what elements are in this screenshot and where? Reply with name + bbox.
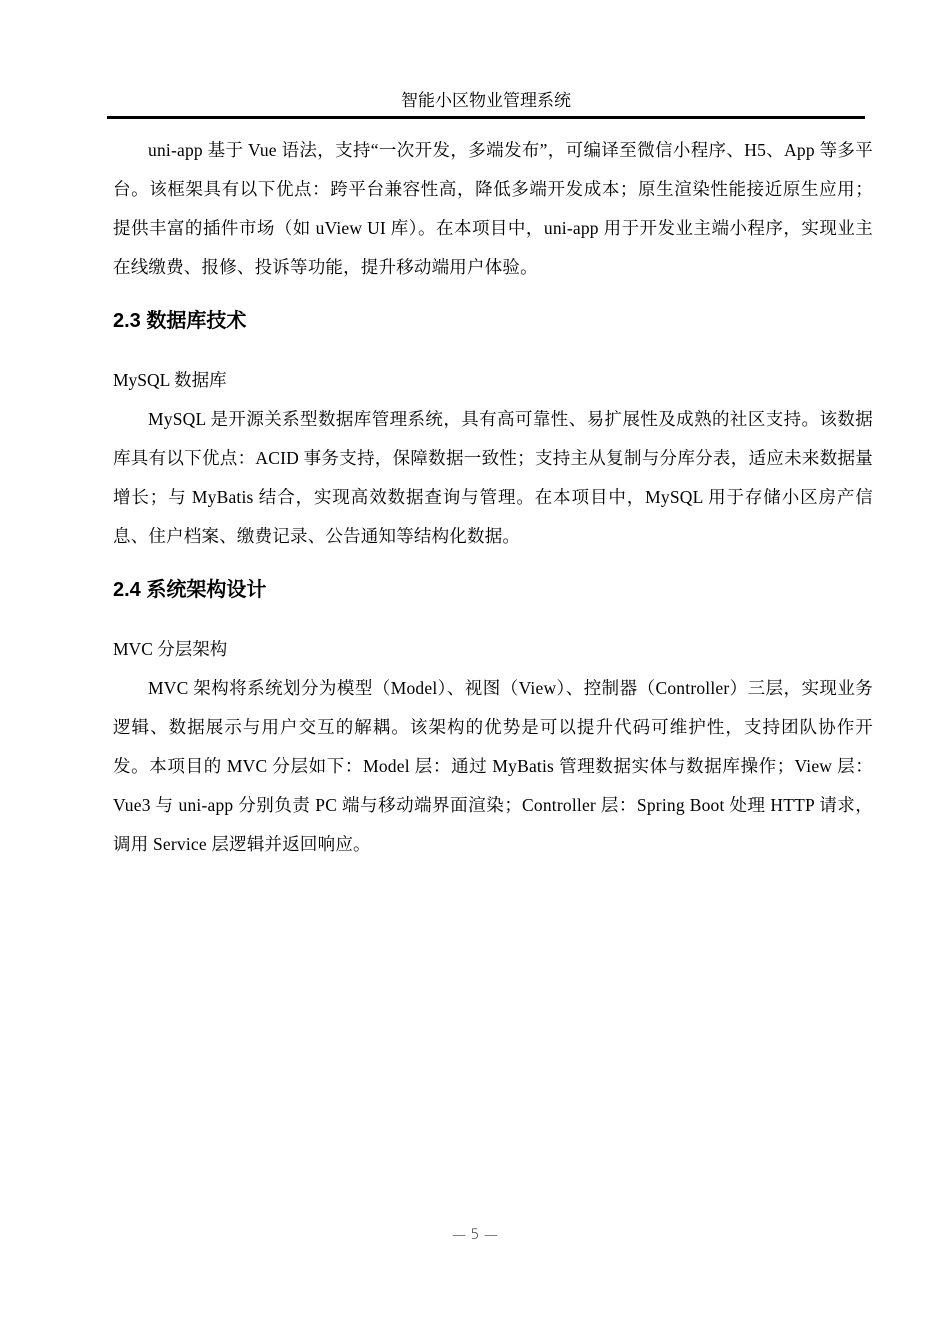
- page-number: — 5 —: [452, 1227, 498, 1243]
- header-rule-divider: [107, 116, 865, 119]
- paragraph-mvc: MVC 架构将系统划分为模型（Model）、视图（View）、控制器（Controller）三层，实现业务逻辑、数据展示与用户交互的解耦。该架构的优势是可以提升代码可维护性，支持团队协作开发。本项目的 MVC 分层如下：Model 层：通过 MyBatis 管理数据实体与数据库操作；View 层：Vue3 与 uni-app 分别负责 PC 端与移动端界面渲染；Controller 层：Spring Boot 处理 HTTP 请求，调用 Service 层逻辑并返回响应。: [113, 678, 873, 854]
- section-title-2-3: 2.3 数据库技术: [113, 310, 247, 332]
- subheading-mvc: MVC 分层架构: [113, 639, 228, 659]
- paragraph-mysql: MySQL 是开源关系型数据库管理系统，具有高可靠性、易扩展性及成熟的社区支持。该数据库具有以下优点：ACID 事务支持，保障数据一致性；支持主从复制与分库分表，适应未来数据量增长；与 MyBatis 结合，实现高效数据查询与管理。在本项目中，MySQL 用于存储小区房产信息、住户档案、缴费记录、公告通知等结构化数据。: [113, 409, 873, 546]
- page-body: [113, 131, 873, 864]
- section-title-2-4: 2.4 系统架构设计: [113, 579, 267, 601]
- subheading-mysql: MySQL 数据库: [113, 370, 227, 390]
- intro-paragraph: uni-app 基于 Vue 语法，支持“一次开发，多端发布”，可编译至微信小程序、H5、App 等多平台。该框架具有以下优点：跨平台兼容性高，降低多端开发成本；原生渲染性能接近原生应用；提供丰富的插件市场（如 uView UI 库）。在本项目中，uni-app 用于开发业主端小程序，实现业主在线缴费、报修、投诉等功能，提升移动端用户体验。: [113, 140, 873, 277]
- running-header: 智能小区物业管理系统: [401, 91, 571, 111]
